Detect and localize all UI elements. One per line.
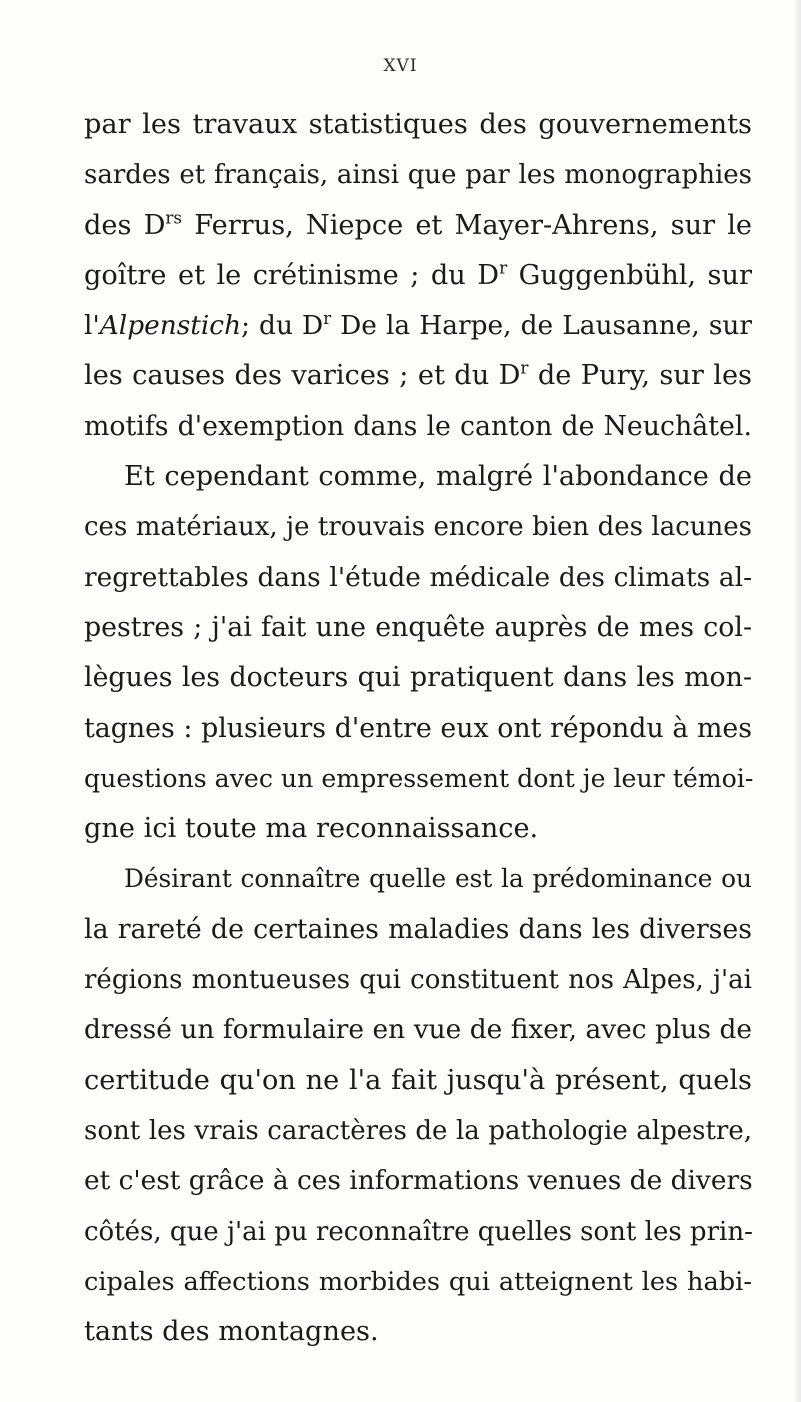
text-line-24: cipales affections morbides qui atteignent les habi- xyxy=(84,1266,752,1297)
text-line-1: par les travaux statistiques des gouvernements xyxy=(84,109,752,140)
text-line-14: questions avec un empressement dont je leur témoi- xyxy=(84,763,754,793)
superscript: r xyxy=(499,257,508,278)
text-line-18: régions montueuses qui constituent nos Alpes, j'ai xyxy=(84,965,752,996)
text-line-23: côtés, que j'ai pu reconnaître quelles sont les prin- xyxy=(84,1216,753,1247)
superscript: r xyxy=(323,309,332,329)
text-line-20: certitude qu'on ne l'a fait jusqu'à présent, quels xyxy=(84,1064,752,1096)
text-line-12: lègues les docteurs qui pratiquent dans les mon- xyxy=(84,662,752,694)
text-line-5: l'Alpenstich; du $D^r$ De la Harpe, de Lausanne, sur xyxy=(84,309,752,342)
text-line-10: regrettables dans l'étude médicale des climats al- xyxy=(84,561,752,593)
text-line-17: la rareté de certaines maladies dans les diverses xyxy=(84,913,752,945)
italic-term: Alpenstich xyxy=(99,310,242,342)
text-line-21: sont les vrais caractères de la pathologie alpestre, xyxy=(84,1115,752,1146)
text-line-11: pestres ; j'ai fait une enquête auprès de mes col- xyxy=(84,611,752,643)
text-line-19: dressé un formulaire en vue de fixer, avec plus de xyxy=(84,1014,752,1046)
text-line-6: les causes des varices ; et du $D^r$ de Pury, sur les xyxy=(84,358,753,392)
text-line-7: motifs d'exemption dans le canton de Neuchâtel. xyxy=(84,410,752,442)
body-text xyxy=(84,100,752,1357)
text-line-2: sardes et français, ainsi que par les monographies xyxy=(84,160,752,191)
text-line-13: tagnes : plusieurs d'entre eux ont répondu à mes xyxy=(84,712,752,744)
page-edge-shadow xyxy=(793,0,801,1402)
text-line-8: Et cependant comme, malgré l'abondance de xyxy=(124,461,752,493)
text-line-16: Désirant connaître quelle est la prédominance ou xyxy=(124,864,752,894)
text-line-25: tants des montagnes. xyxy=(84,1316,379,1348)
page-number: XVI xyxy=(383,56,418,76)
text-line-22: et c'est grâce à ces informations venues de divers xyxy=(84,1165,753,1197)
text-line-15: gne ici toute ma reconnaissance. xyxy=(84,813,539,845)
superscript: r xyxy=(520,358,529,379)
text-line-4: goître et le crétinisme ; du $D^r$ Guggenbühl, sur xyxy=(84,257,753,291)
superscript: rs xyxy=(165,207,183,228)
text-line-3: des $D^{rs}$ Ferrus, Niepce et Mayer-Ahrens, sur le xyxy=(84,207,752,241)
text-line-9: ces matériaux, je trouvais encore bien des lacunes xyxy=(84,512,752,543)
